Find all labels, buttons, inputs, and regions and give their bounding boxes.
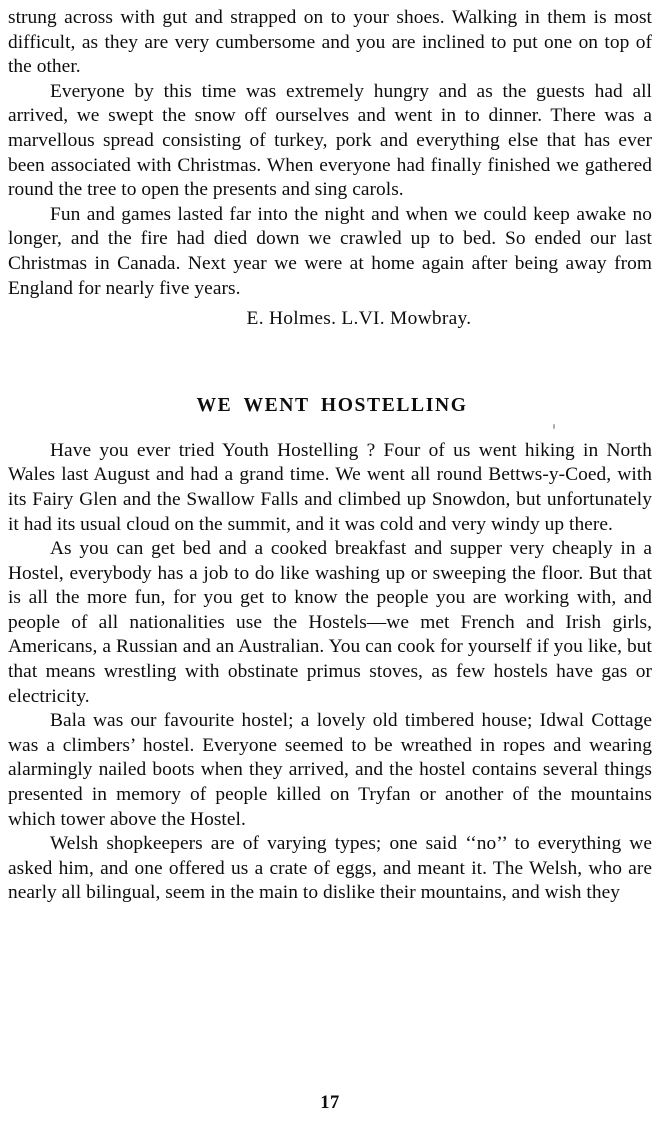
paragraph-hostel-chores: As you can get bed and a cooked breakfast and supper very cheaply in a Hostel, everybody has a job to do like washing up or sweeping the floor. But that is all the more fun, for you get to know the people you are working with, and people of all nationalities use the Hostels—we met French and Irish girls, Americans, a Russian and an Australian. You can cook for yourself if you like, but that means wrestling with obstinate primus stoves, as few hostels have gas or electricity.: [8, 538, 652, 707]
paragraph-bala-hostel: Bala was our favourite hostel; a lovely old timbered house; Idwal Cottage was a climbers’ hostel. Everyone seemed to be wreathed in ropes and wearing alarmingly nailed boots when they arrived, and the hostel contains several things presented in memory of people killed on Tryfan or another of the mountains which tower above the Hostel.: [8, 710, 652, 830]
section-spacer: [8, 332, 652, 394]
article-heading-we-went-hostelling: WE WENT HOSTELLING: [196, 394, 468, 416]
scan-artifact-speck: [553, 424, 555, 429]
paragraph-hostelling-intro: Have you ever tried Youth Hostelling ? Four of us went hiking in North Wales last August and had a grand time. We went all round Bettws-y-Coed, with its Fairy Glen and the Swallow Falls and climbed up Snowdon, but unfortunately it had its usual cloud on the summit, and it was cold and very windy up there.: [8, 439, 652, 535]
paragraph-christmas-dinner: Everyone by this time was extremely hungry and as the guests had all arrived, we swept the snow off ourselves and went in to dinner. There was a marvellous spread consisting of turkey, pork and everything else that has ever been associated with Christmas. When everyone had finally finished we gathered round the tree to open the presents and sing carols.: [8, 80, 652, 201]
page-number: 17: [320, 1093, 340, 1113]
text-column: [8, 6, 652, 906]
paragraph-welsh-shopkeepers: Welsh shopkeepers are of varying types; one said ‘‘no’’ to everything we asked him, and one offered us a crate of eggs, and meant it. The Welsh, who are nearly all bilingual, seem in the main to dislike their mountains, and wish they: [8, 833, 652, 904]
article-byline: E. Holmes. L.VI. Mowbray.: [246, 308, 472, 330]
heading-spacer: [8, 418, 652, 439]
paragraph-continued-from-previous-page: strung across with gut and strapped on to your shoes. Walking in them is most difficult, as they are very cumbersome and you are inclined to put one on top of the other.: [8, 7, 652, 78]
paragraph-christmas-ending: Fun and games lasted far into the night and when we could keep awake no longer, and the fire had died down we crawled up to bed. So ended our last Christmas in Canada. Next year we were at home again after being away from England for nearly five years.: [8, 203, 652, 299]
